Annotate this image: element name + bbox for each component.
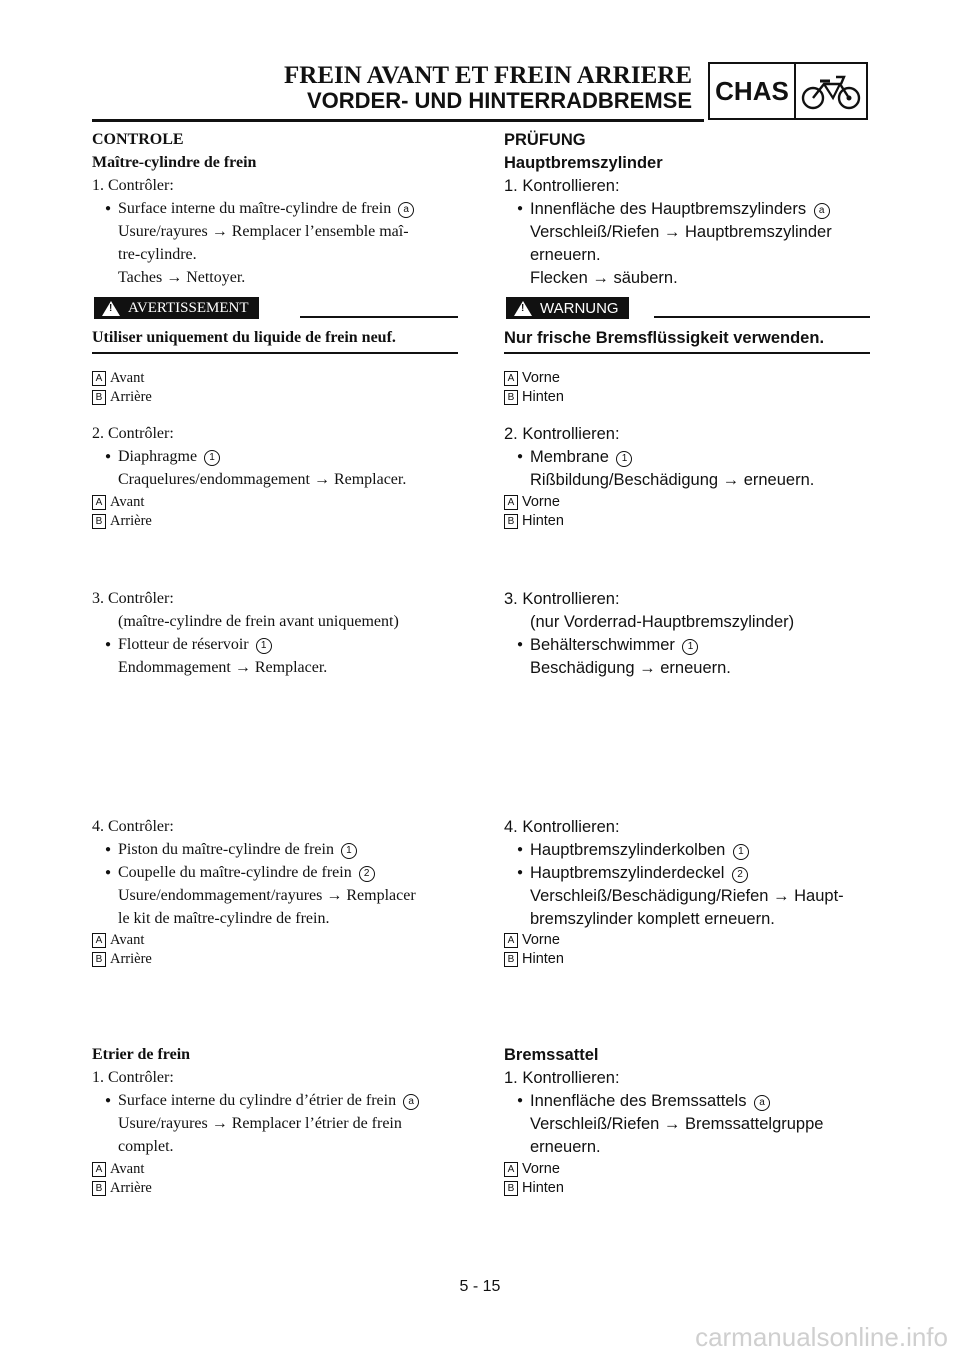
list-item (530, 1090, 770, 1112)
legend-key: A (92, 1162, 106, 1177)
legend-label: Arrière (110, 389, 152, 405)
warning-icon: ! (102, 301, 120, 316)
subsection-heading: Bremssattel (504, 1046, 599, 1064)
callout-marker: a (403, 1094, 419, 1110)
legend-label: Vorne (522, 1161, 560, 1177)
step-4: 4. Contrôler: (92, 818, 174, 835)
legend-label: Vorne (522, 932, 560, 948)
instruction-text: Verschleiß/Riefen → Hauptbremszylinder (530, 223, 832, 241)
step-2: 2. Contrôler: (92, 425, 174, 442)
instruction-text: erneuern. (530, 1138, 601, 1156)
instruction-text: Usure/endommagement/rayures → Remplacer (118, 887, 416, 904)
legend-label: Vorne (522, 370, 560, 386)
instruction-text: Beschädigung → erneuern. (530, 659, 731, 677)
legend-key: B (92, 390, 106, 405)
legend-key: A (92, 495, 106, 510)
list-item-text: Hauptbremszylinderkolben (530, 841, 726, 859)
subsection-heading: Hauptbremszylinder (504, 154, 663, 172)
instruction-text: Usure/rayures → Remplacer l’étrier de frein (118, 1115, 402, 1132)
list-item (118, 198, 414, 220)
legend-key: B (92, 514, 106, 529)
step-1: 1. Kontrollieren: (504, 177, 620, 195)
step-3: 3. Contrôler: (92, 590, 174, 607)
legend-label: Arrière (110, 1180, 152, 1196)
page-title-de: VORDER- UND HINTERRADBREMSE (306, 88, 692, 113)
warning-icon: ! (514, 301, 532, 316)
legend-label: Hinten (522, 951, 564, 967)
list-item (118, 446, 220, 468)
legend-label: Avant (110, 1161, 145, 1177)
callout-marker: 1 (256, 638, 272, 654)
warning-label: AVERTISSEMENT (128, 299, 249, 316)
list-item (530, 446, 632, 468)
legend-item (92, 948, 152, 970)
list-item (118, 862, 375, 884)
step-1: 1. Kontrollieren: (504, 1069, 620, 1087)
subsection-heading: Etrier de frein (92, 1046, 191, 1063)
list-item-text: Innenfläche des Bremssattels (530, 1092, 747, 1110)
legend-item (504, 948, 564, 970)
page-title-fr: FREIN AVANT ET FREIN ARRIERE (284, 62, 692, 89)
instruction-text: Verschleiß/Riefen → Bremssattelgruppe (530, 1115, 824, 1133)
legend-key: B (92, 952, 106, 967)
instruction-text: complet. (118, 1138, 174, 1155)
legend-key: A (92, 371, 106, 386)
legend-key: A (504, 933, 518, 948)
list-item-text: Behälterschwimmer (530, 636, 675, 654)
warning-text: Utiliser uniquement du liquide de frein neuf. (92, 329, 396, 346)
warning-rule (654, 316, 870, 318)
warning-label: WARNUNG (540, 299, 619, 317)
legend-key: A (92, 933, 106, 948)
legend-item (92, 386, 152, 408)
list-item-text: Flotteur de réservoir (118, 636, 249, 653)
legend-key: B (92, 1181, 106, 1196)
section-heading: PRÜFUNG (504, 131, 586, 149)
instruction-text: Flecken → säubern. (530, 269, 678, 287)
instruction-text: Taches → Nettoyer. (118, 269, 246, 286)
warning-badge (94, 297, 259, 319)
list-item (530, 634, 698, 656)
instruction-text: (maître-cylindre de frein avant uniquement) (118, 613, 399, 630)
legend-item (92, 1177, 152, 1199)
callout-marker: 2 (732, 867, 748, 883)
legend-key: A (504, 495, 518, 510)
list-item-text: Piston du maître-cylindre de frein (118, 841, 334, 858)
watermark: carmanualsonline.info (695, 1322, 948, 1352)
instruction-text: Rißbildung/Beschädigung → erneuern. (530, 471, 815, 489)
instruction-text: le kit de maître-cylindre de frein. (118, 910, 330, 927)
list-item-text: Innenfläche des Hauptbremszylinders (530, 200, 807, 218)
warning-text: Nur frische Bremsflüssigkeit verwenden. (504, 329, 825, 347)
instruction-text: Craquelures/endommagement → Remplacer. (118, 471, 407, 488)
legend-label: Vorne (522, 494, 560, 510)
list-item-text: Diaphragme (118, 448, 198, 465)
instruction-text: tre-cylindre. (118, 246, 197, 263)
legend-label: Arrière (110, 513, 152, 529)
instruction-text: Usure/rayures → Remplacer l’ensemble maî- (118, 223, 409, 240)
step-1: 1. Contrôler: (92, 1069, 174, 1086)
step-4: 4. Kontrollieren: (504, 818, 620, 836)
motorcycle-icon (796, 64, 866, 118)
list-item (530, 198, 830, 220)
callout-marker: 1 (616, 451, 632, 467)
list-item-text: Surface interne du maître-cylindre de frein (118, 200, 392, 217)
callout-marker: 1 (682, 639, 698, 655)
legend-key: B (504, 390, 518, 405)
legend-item (92, 510, 152, 532)
legend-label: Avant (110, 494, 145, 510)
callout-marker: a (814, 203, 830, 219)
section-badge (708, 62, 868, 120)
legend-item (504, 510, 564, 532)
list-item-text: Surface interne du cylindre d’étrier de frein (118, 1092, 397, 1109)
callout-marker: a (754, 1095, 770, 1111)
section-heading: CONTROLE (92, 131, 184, 148)
list-item (530, 862, 748, 884)
legend-key: A (504, 1162, 518, 1177)
page-number: 5 - 15 (459, 1278, 501, 1295)
callout-marker: 1 (341, 843, 357, 859)
legend-label: Hinten (522, 389, 564, 405)
instruction-text: bremszylinder komplett erneuern. (530, 910, 775, 928)
step-1: 1. Contrôler: (92, 177, 174, 194)
callout-marker: 1 (204, 450, 220, 466)
legend-item (504, 1177, 564, 1199)
legend-label: Avant (110, 370, 145, 386)
subsection-heading: Maître-cylindre de frein (92, 154, 257, 171)
warning-rule (504, 352, 870, 354)
instruction-text: erneuern. (530, 246, 601, 264)
list-item (118, 839, 357, 861)
warning-badge (506, 297, 629, 319)
legend-label: Avant (110, 932, 145, 948)
list-item (530, 839, 749, 861)
legend-label: Hinten (522, 1180, 564, 1196)
warning-rule (300, 316, 458, 318)
list-item-text: Hauptbremszylinderdeckel (530, 864, 725, 882)
legend-key: A (504, 371, 518, 386)
step-3: 3. Kontrollieren: (504, 590, 620, 608)
callout-marker: a (398, 202, 414, 218)
list-item (118, 634, 272, 656)
step-2: 2. Kontrollieren: (504, 425, 620, 443)
instruction-text: Verschleiß/Beschädigung/Riefen → Haupt- (530, 887, 844, 905)
legend-label: Arrière (110, 951, 152, 967)
legend-key: B (504, 1181, 518, 1196)
warning-rule (92, 352, 458, 354)
callout-marker: 1 (733, 844, 749, 860)
legend-key: B (504, 514, 518, 529)
header-rule (92, 119, 704, 122)
callout-marker: 2 (359, 866, 375, 882)
instruction-text: Endommagement → Remplacer. (118, 659, 328, 676)
list-item-text: Coupelle du maître-cylindre de frein (118, 864, 352, 881)
section-badge-label: CHAS (710, 64, 796, 118)
instruction-text: (nur Vorderrad-Hauptbremszylinder) (530, 613, 795, 631)
legend-item (504, 386, 564, 408)
legend-key: B (504, 952, 518, 967)
legend-label: Hinten (522, 513, 564, 529)
list-item-text: Membrane (530, 448, 609, 466)
list-item (118, 1090, 419, 1112)
